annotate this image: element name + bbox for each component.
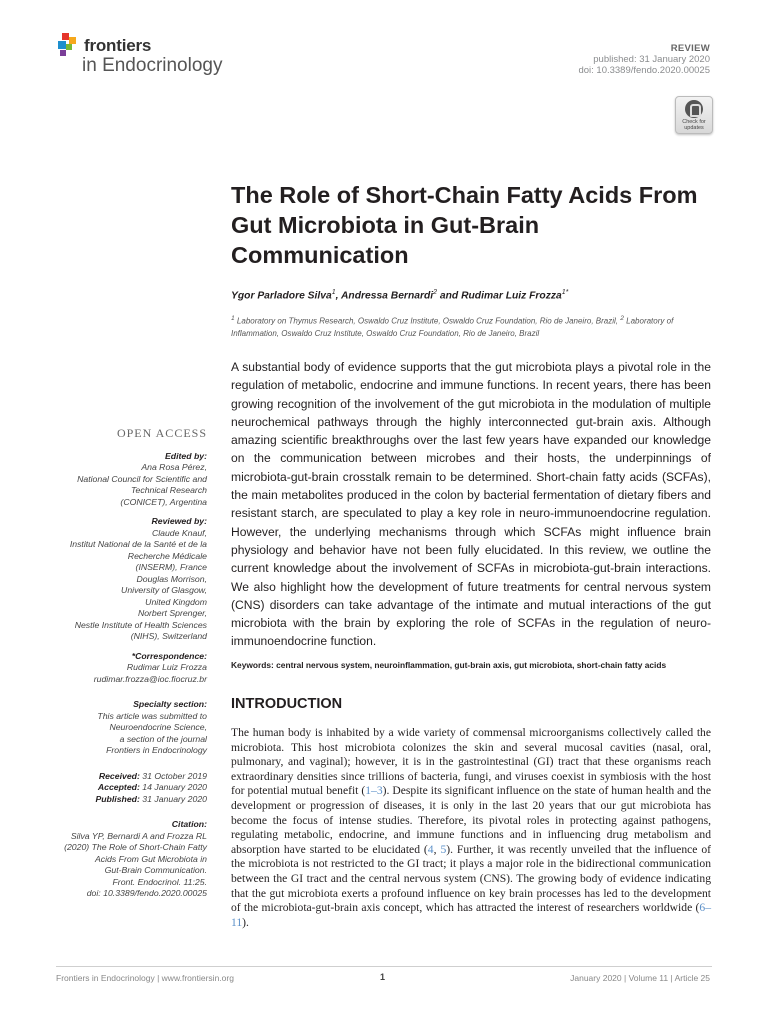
check-updates-label: Check for updates bbox=[682, 119, 706, 131]
open-access-label: OPEN ACCESS bbox=[116, 426, 207, 440]
edited-by-label: Edited by: bbox=[165, 450, 207, 461]
specialty-label: Specialty section: bbox=[133, 699, 207, 709]
citation-link[interactable]: 1–3 bbox=[365, 784, 383, 798]
citation-link[interactable]: 4 bbox=[427, 842, 434, 856]
logo-journal-text: in Endocrinology bbox=[82, 55, 223, 76]
reviewer-line: United Kingdom bbox=[145, 596, 207, 607]
reviewer-line: Institut National de la Santé et de la bbox=[69, 539, 207, 549]
article-info-sidebar bbox=[56, 428, 207, 900]
journal-logo[interactable] bbox=[56, 33, 256, 81]
reviewer-line[interactable]: Norbert Sprenger, bbox=[137, 608, 207, 618]
citation-line: Front. Endocrinol. 11:25. bbox=[112, 876, 207, 887]
citation-link[interactable]: 6–11 bbox=[231, 901, 711, 929]
page-number: 1 bbox=[380, 972, 386, 982]
article-meta bbox=[578, 43, 710, 76]
reviewer-line[interactable]: Claude Knauf, bbox=[151, 527, 207, 538]
footer-divider bbox=[56, 966, 712, 967]
correspondence-email[interactable]: rudimar.frozza@ioc.fiocruz.br bbox=[93, 673, 207, 684]
reviewed-by-label: Reviewed by: bbox=[151, 516, 207, 526]
editor-line[interactable]: Ana Rosa Pérez, bbox=[141, 462, 207, 472]
citation-line: Silva YP, Bernardi A and Frozza RL bbox=[70, 830, 207, 841]
section-heading-introduction: INTRODUCTION bbox=[231, 696, 343, 712]
author-name[interactable]: Rudimar Luiz Frozza bbox=[461, 290, 562, 302]
citation-doi[interactable]: doi: 10.3389/fendo.2020.00025 bbox=[86, 888, 207, 898]
reviewer-line: University of Glasgow, bbox=[121, 585, 207, 595]
keywords: Keywords: central nervous system, neuroinflammation, gut-brain axis, gut microbiota, short-chain fatty acids bbox=[231, 660, 667, 670]
received-date: Received: 31 October 2019 bbox=[98, 770, 207, 781]
reviewer-line: (INSERM), France bbox=[135, 562, 207, 572]
article-title: The Role of Short-Chain Fatty Acids From Gut Microbiota in Gut-Brain Communication bbox=[231, 182, 698, 268]
specialty-line: a section of the journal bbox=[119, 733, 207, 744]
introduction-paragraph: The human body is inhabited by a wide variety of commensal microorganisms collectively called the microbiota. This host microbiota colonizes the skin and several mucosal cavities (nasal, oral, pulmonary, and vaginal); however, it is in the gastrointestinal (GI) tract that these organisms reach extraordinary densities since trillions of bacteria, fungi, and viruses coexist in symbiosis with the host for potential mutual benefit (1–3). Despite its significant influence on the state of human health and the development or progression of diseases, it is only in the last 20 years that our gut microbiota has become the focus of intense studies. Therefore, its pivotal roles in protecting against pathogens, regulating metabolic, endocrine, and immune functions and in influencing drug metabolism and absorption have started to be elucidated (4, 5). Further, it was recently unveiled that the influence of the microbiota is not restricted to the GI tract; it plays a major role in the bidirectional communication between the GI tract and the central nervous system (CNS). The growing body of evidence indicating that the gut microbiota exerts a profound influence on key brain processes has led to the development of the microbiota-gut-brain axis concept, which has attracted the interest of researchers worldwide (6–11). bbox=[231, 726, 712, 929]
specialty-line: Neuroendocrine Science, bbox=[109, 722, 207, 732]
author-list: Ygor Parladore Silva$^1$, Andressa Bernardi$^2$ and Rudimar Luiz Frozza$^{1*}$ bbox=[231, 289, 569, 302]
article-type: REVIEW bbox=[670, 43, 710, 54]
check-updates-icon bbox=[685, 100, 703, 118]
article-doi[interactable]: doi: 10.3389/fendo.2020.00025 bbox=[578, 65, 710, 76]
specialty-line: Frontiers in Endocrinology bbox=[106, 745, 207, 755]
correspondence-label: *Correspondence: bbox=[131, 650, 207, 661]
correspondence-name: Rudimar Luiz Frozza bbox=[126, 662, 207, 672]
check-for-updates-button[interactable] bbox=[675, 96, 713, 134]
citation-line: Acids From Gut Microbiota in bbox=[94, 853, 207, 864]
specialty-line: This article was submitted to bbox=[97, 710, 207, 721]
reviewer-line: Recherche Médicale bbox=[127, 550, 207, 561]
citation-line: (2020) The Role of Short-Chain Fatty bbox=[64, 842, 207, 852]
editor-line: National Council for Scientific and bbox=[77, 473, 207, 484]
reviewer-line: (NIHS), Switzerland bbox=[130, 631, 207, 641]
footer-issue-info: January 2020 | Volume 11 | Article 25 bbox=[570, 973, 710, 983]
author-name[interactable]: Andressa Bernardi bbox=[340, 290, 434, 302]
footer-journal-link[interactable]: Frontiers in Endocrinology | www.frontiersin.org bbox=[56, 973, 234, 983]
abstract-text: A substantial body of evidence supports that the gut microbiota plays a pivotal role in the regulation of metabolic, endocrine and immune functions. In recent years, there has been growing recognition of the involvement of the gut microbiota in the modulation of multiple neurochemical pathways through the highly interconnected gut-brain axis. Although amazing scientific breakthroughs over the last few years have expanded our knowledge on the communication between microbes and their hosts, the underpinnings of microbiota-gut-brain crosstalk remain to be determined. Short-chain fatty acids (SCFAs), the main metabolites produced in the colon by bacterial fermentation of dietary fibers and resistant starch, are speculated to play a key role in neuro-immunoendocrine regulation. However, the underlying mechanisms through which SCFAs might influence brain physiology and behavior have not been fully elucidated. In this review, we outline the current knowledge about the involvement of SCFAs in microbiota-gut-brain interactions. We also highlight how the development of future treatments for central nervous system (CNS) disorders can take advantage of the intimate and mutual interactions of the gut microbiota with the brain by exploring the role of SCFAs in the regulation of neuro-immunoendocrine function. bbox=[231, 360, 711, 649]
reviewer-line[interactable]: Douglas Morrison, bbox=[136, 573, 207, 584]
reviewer-line: Nestle Institute of Health Sciences bbox=[74, 619, 207, 630]
editor-line: Technical Research bbox=[131, 485, 207, 495]
logo-brand-text: frontiers bbox=[84, 36, 152, 55]
citation-line: Gut-Brain Communication. bbox=[104, 865, 207, 875]
frontiers-logo-icon bbox=[56, 33, 82, 59]
affiliations: $^1$ Laboratory on Thymus Research, Oswaldo Cruz Institute, Oswaldo Cruz Foundation, Rio de Janeiro, Brazil, $^2$ Laboratory of Inflammation, Oswaldo Cruz Institute, Oswaldo Cruz Foundation, Rio de Janeiro, Brazil bbox=[231, 315, 674, 338]
published-date: published: 31 January 2020 bbox=[593, 54, 710, 65]
accepted-date: Accepted: 14 January 2020 bbox=[97, 782, 207, 792]
editor-line: (CONICET), Argentina bbox=[120, 496, 207, 507]
citation-label: Citation: bbox=[171, 819, 207, 829]
published-date-sidebar: Published: 31 January 2020 bbox=[95, 793, 207, 804]
author-name[interactable]: Ygor Parladore Silva bbox=[231, 290, 332, 302]
citation-link[interactable]: 5 bbox=[440, 842, 447, 856]
